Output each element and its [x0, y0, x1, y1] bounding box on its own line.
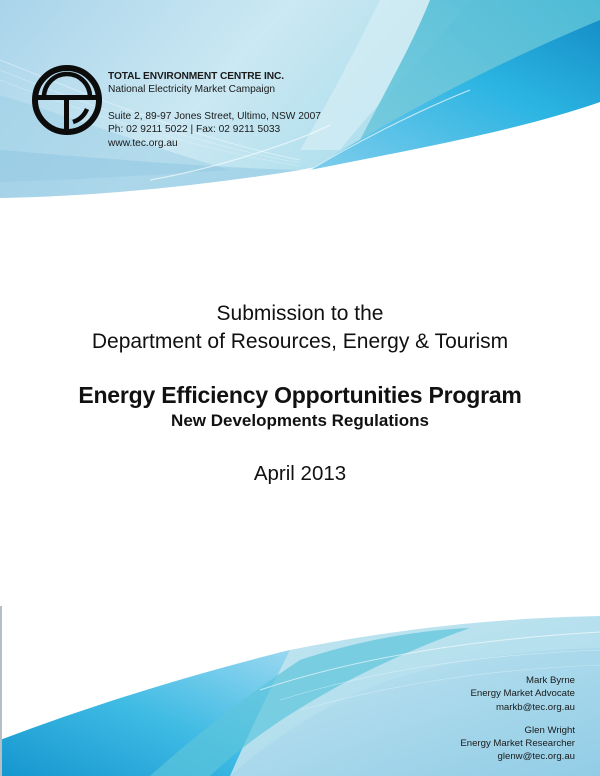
campaign-name: National Electricity Market Campaign — [108, 84, 276, 96]
left-edge-rule — [0, 606, 2, 776]
document-date: April 2013 — [253, 462, 347, 485]
title-block — [0, 300, 600, 488]
contacts-block — [460, 674, 575, 764]
organization-address: Suite 2, 89-97 Jones Street, Ultimo, NSW 2007 — [108, 110, 321, 122]
contact-role: Energy Market Researcher — [460, 738, 575, 750]
submission-heading: Submission to the — [216, 302, 384, 325]
program-subtitle: New Developments Regulations — [171, 411, 429, 430]
organization-details — [108, 70, 321, 150]
contact-name: Glen Wright — [524, 724, 575, 736]
contact-email: markb@tec.org.au — [495, 701, 575, 713]
organization-name: TOTAL ENVIRONMENT CENTRE INC. — [108, 71, 284, 82]
contact-role: Energy Market Advocate — [470, 688, 575, 700]
program-title: Energy Efficiency Opportunities Program — [78, 382, 522, 408]
organization-phone-fax: Ph: 02 9211 5022 | Fax: 02 9211 5033 — [108, 124, 281, 136]
department-name: Department of Resources, Energy & Tourism — [91, 330, 509, 353]
organization-website: www.tec.org.au — [108, 137, 178, 149]
contact-email: glenw@tec.org.au — [497, 751, 575, 763]
contact-name: Mark Byrne — [525, 675, 575, 686]
tec-logo-icon — [31, 64, 103, 136]
